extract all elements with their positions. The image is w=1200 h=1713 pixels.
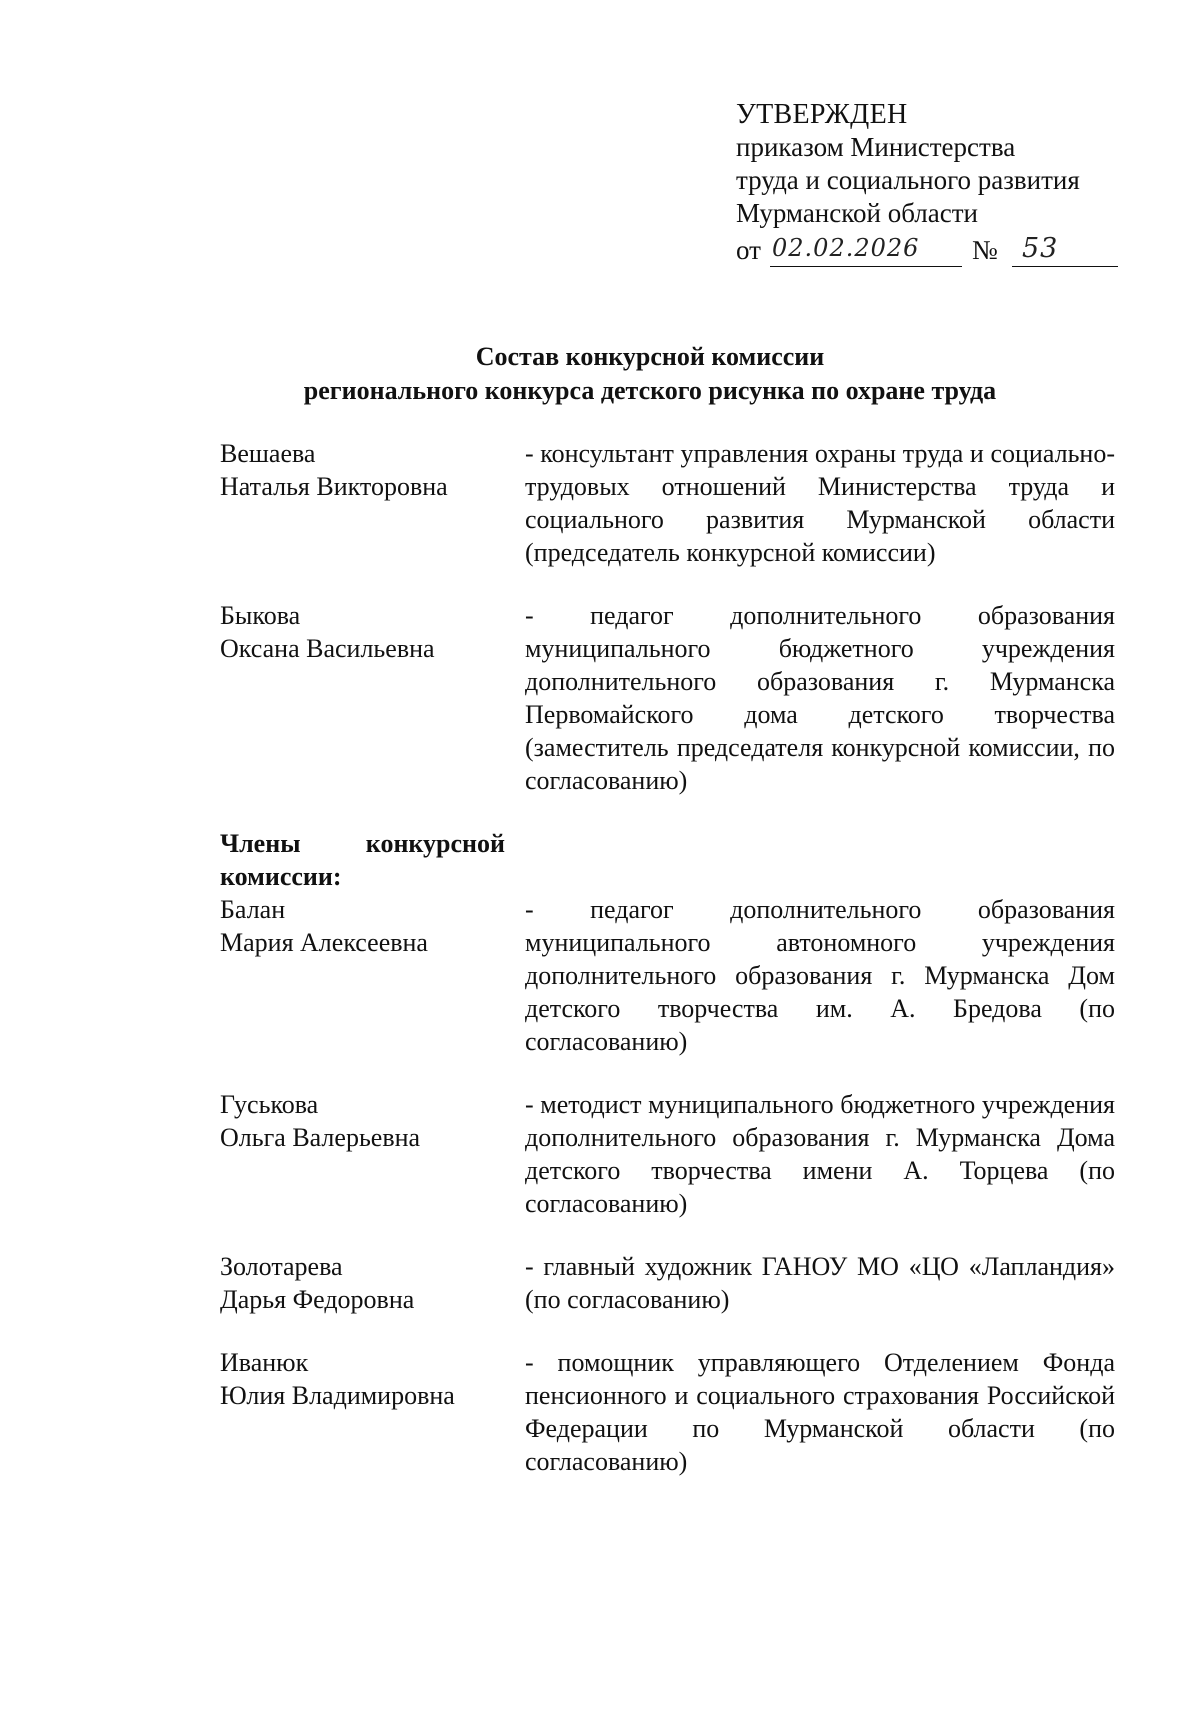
member-role: - педагог дополнительного образования муниципального автономного учреждения дополнительного образования г. Мурманска Дом детского творчества им. А. Бредова (по согласованию) — [525, 895, 1115, 1056]
member-name — [220, 437, 525, 569]
member-name — [220, 599, 525, 797]
title-line-1: Состав конкурсной комиссии — [475, 342, 825, 371]
roster-entry-member — [220, 1346, 1120, 1478]
order-date-handwritten: 02.02.2026 — [772, 234, 920, 262]
member-role: - педагог дополнительного образования муниципального бюджетного учреждения дополнительного образования г. Мурманска Первомайского дома детского творчества (заместитель председателя конкурсной комиссии, по согласованию) — [525, 601, 1115, 795]
title-line-2: регионального конкурса детского рисунка по охране труда — [303, 376, 997, 405]
document-title — [150, 340, 1150, 408]
members-heading-line-1: Члены конкурсной — [220, 829, 505, 858]
member-surname: Быкова — [220, 601, 301, 630]
members-heading-line-2: комиссии: — [220, 862, 342, 891]
member-given-names: Мария Алексеевна — [220, 928, 428, 957]
members-heading — [220, 827, 505, 893]
approval-line-3: Мурманской области — [736, 198, 978, 228]
member-given-names: Оксана Васильевна — [220, 634, 435, 663]
approval-line-1: приказом Министерства — [736, 132, 1016, 162]
roster-entry-member — [220, 893, 1120, 1058]
member-name — [220, 1346, 525, 1478]
member-name — [220, 1088, 525, 1220]
roster-entry-chair — [220, 437, 1120, 569]
approval-line-2: труда и социального развития — [736, 165, 1080, 195]
member-role: - методист муниципального бюджетного учреждения дополнительного образования г. Мурманска Дома детского творчества имени А. Торцева (по согласованию) — [525, 1090, 1115, 1218]
member-surname: Гуськова — [220, 1090, 319, 1119]
order-date-field — [770, 230, 962, 267]
member-role: - помощник управляющего Отделением Фонда пенсионного и социального страхования Российской Федерации по Мурманской области (по согласованию) — [525, 1348, 1115, 1476]
member-name — [220, 1250, 525, 1316]
roster-entry-member — [220, 1088, 1120, 1220]
member-surname: Золотарева — [220, 1252, 343, 1281]
approval-stamp: УТВЕРЖДЕН — [736, 99, 908, 130]
roster-entry-deputy-chair — [220, 599, 1120, 797]
roster-entry-member — [220, 1250, 1120, 1316]
date-label: от — [736, 235, 761, 265]
member-surname: Балан — [220, 895, 286, 924]
member-given-names: Юлия Владимировна — [220, 1381, 455, 1410]
member-role: - главный художник ГАНОУ МО «ЦО «Лапландия» (по согласованию) — [525, 1252, 1115, 1314]
member-role: - консультант управления охраны труда и социально-трудовых отношений Министерства труда и социального развития Мурманской области (председатель конкурсной комиссии) — [525, 439, 1115, 567]
approval-block — [736, 98, 1156, 270]
member-given-names: Наталья Викторовна — [220, 472, 448, 501]
commission-roster — [220, 437, 1120, 1508]
order-number-handwritten: 53 — [1022, 233, 1059, 264]
member-given-names: Дарья Федоровна — [220, 1285, 415, 1314]
member-name — [220, 893, 525, 1058]
number-label: № — [972, 235, 998, 265]
order-date-number-row — [736, 230, 1156, 270]
member-surname: Вешаева — [220, 439, 316, 468]
member-given-names: Ольга Валерьевна — [220, 1123, 421, 1152]
member-surname: Иванюк — [220, 1348, 309, 1377]
order-number-field — [1012, 230, 1118, 267]
